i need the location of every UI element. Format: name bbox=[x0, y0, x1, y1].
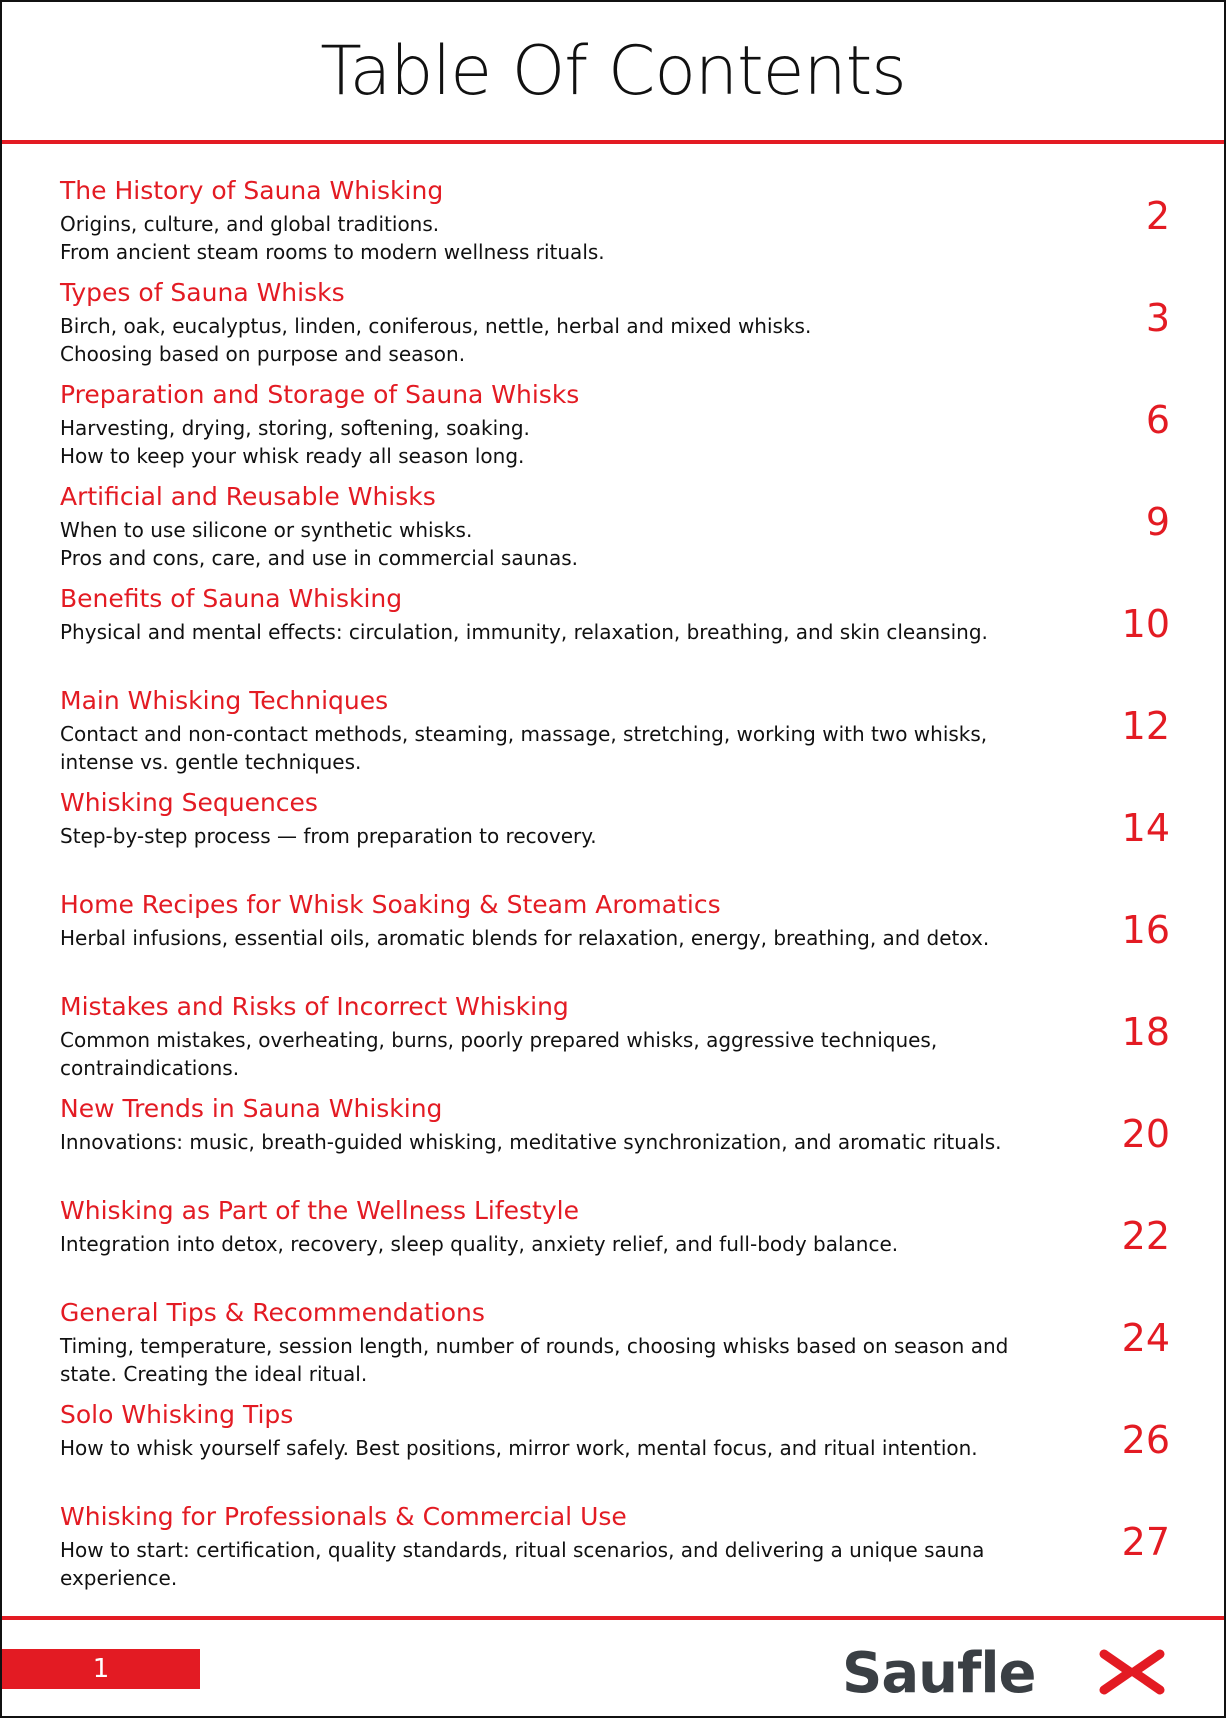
toc-entry-description: Step-by-step process — from preparation to recovery. bbox=[60, 824, 597, 848]
toc-entry-page-number[interactable]: 6 bbox=[1145, 398, 1170, 442]
toc-entry-heading[interactable]: Whisking as Part of the Wellness Lifestyle bbox=[60, 1196, 579, 1225]
toc-entry-page-number[interactable]: 14 bbox=[1121, 806, 1170, 850]
toc-entry-heading[interactable]: Benefits of Sauna Whisking bbox=[60, 584, 403, 613]
toc-entry[interactable] bbox=[60, 992, 1180, 1088]
toc-entry-description: Common mistakes, overheating, burns, poorly prepared whisks, aggressive techniques, contraindications. bbox=[60, 1028, 938, 1080]
toc-entry-description: Contact and non-contact methods, steaming, massage, stretching, working with two whisks, intense vs. gentle techniques. bbox=[60, 722, 988, 774]
toc-entry-description: Timing, temperature, session length, number of rounds, choosing whisks based on season and state. Creating the ideal ritual. bbox=[60, 1334, 1009, 1386]
toc-entry[interactable] bbox=[60, 1298, 1180, 1394]
toc-entry[interactable] bbox=[60, 584, 1180, 680]
toc-entry-page-number[interactable]: 10 bbox=[1121, 602, 1170, 646]
page-title: Table Of Contents bbox=[320, 32, 906, 111]
logo-wordmark: Saufle bbox=[842, 1642, 1036, 1702]
toc-entry-page-number[interactable]: 18 bbox=[1121, 1010, 1170, 1054]
toc-entry-page-number[interactable]: 2 bbox=[1145, 194, 1170, 238]
toc-entry-heading[interactable]: Home Recipes for Whisk Soaking & Steam Aromatics bbox=[60, 890, 721, 919]
toc-entry-heading[interactable]: The History of Sauna Whisking bbox=[60, 176, 444, 205]
toc-entry-heading[interactable]: Mistakes and Risks of Incorrect Whisking bbox=[60, 992, 569, 1021]
toc-entry-page-number[interactable]: 9 bbox=[1145, 500, 1170, 544]
toc-entry-description: Innovations: music, breath-guided whisking, meditative synchronization, and aromatic rituals. bbox=[60, 1130, 1002, 1154]
page-number-badge: 1 bbox=[2, 1649, 200, 1689]
toc-entry-heading[interactable]: Artificial and Reusable Whisks bbox=[60, 482, 436, 511]
toc-entry[interactable] bbox=[60, 176, 1180, 272]
toc-entry-page-number[interactable]: 12 bbox=[1121, 704, 1170, 748]
header-divider bbox=[2, 140, 1224, 144]
toc-entry-heading[interactable]: Solo Whisking Tips bbox=[60, 1400, 294, 1429]
toc-entry-heading[interactable]: Main Whisking Techniques bbox=[60, 686, 389, 715]
toc-entry-description: Origins, culture, and global traditions. From ancient steam rooms to modern wellness rituals. bbox=[60, 212, 605, 264]
toc-entry-description: When to use silicone or synthetic whisks. Pros and cons, care, and use in commercial saunas. bbox=[60, 518, 578, 570]
toc-entry-description: Harvesting, drying, storing, softening, soaking. How to keep your whisk ready all season long. bbox=[60, 416, 530, 468]
toc-entry-heading[interactable]: General Tips & Recommendations bbox=[60, 1298, 485, 1327]
toc-entry[interactable] bbox=[60, 1502, 1180, 1598]
toc-entry-page-number[interactable]: 22 bbox=[1121, 1214, 1170, 1258]
toc-entry[interactable] bbox=[60, 788, 1180, 884]
toc-entry-page-number[interactable]: 3 bbox=[1145, 296, 1170, 340]
toc-entry[interactable] bbox=[60, 380, 1180, 476]
toc-entry[interactable] bbox=[60, 482, 1180, 578]
toc-entry-page-number[interactable]: 20 bbox=[1121, 1112, 1170, 1156]
toc-entry[interactable] bbox=[60, 686, 1180, 782]
toc-entry-description: Birch, oak, eucalyptus, linden, coniferous, nettle, herbal and mixed whisks. Choosing based on purpose and season. bbox=[60, 314, 812, 366]
toc-entry[interactable] bbox=[60, 1094, 1180, 1190]
logo-x-mark bbox=[1104, 1654, 1160, 1690]
footer-divider bbox=[2, 1616, 1224, 1620]
toc-entry-description: Herbal infusions, essential oils, aromatic blends for relaxation, energy, breathing, and detox. bbox=[60, 926, 990, 950]
toc-entry-heading[interactable]: Whisking Sequences bbox=[60, 788, 318, 817]
toc-entry-heading[interactable]: Whisking for Professionals & Commercial Use bbox=[60, 1502, 627, 1531]
toc-entry[interactable] bbox=[60, 890, 1180, 986]
toc-entry-heading[interactable]: New Trends in Sauna Whisking bbox=[60, 1094, 443, 1123]
toc-entry[interactable] bbox=[60, 1196, 1180, 1292]
toc-entry[interactable] bbox=[60, 1400, 1180, 1496]
toc-entry-description: How to start: certification, quality standards, ritual scenarios, and delivering a unique sauna experience. bbox=[60, 1538, 985, 1590]
toc-entry-heading[interactable]: Types of Sauna Whisks bbox=[60, 278, 345, 307]
sauflex-logo bbox=[842, 1642, 1172, 1702]
toc-entry-page-number[interactable]: 24 bbox=[1121, 1316, 1170, 1360]
toc-entry-page-number[interactable]: 27 bbox=[1121, 1520, 1170, 1564]
toc-entry-description: Physical and mental effects: circulation, immunity, relaxation, breathing, and skin cleansing. bbox=[60, 620, 988, 644]
toc-entry-heading[interactable]: Preparation and Storage of Sauna Whisks bbox=[60, 380, 580, 409]
toc-entry-page-number[interactable]: 16 bbox=[1121, 908, 1170, 952]
toc-entry[interactable] bbox=[60, 278, 1180, 374]
toc-entry-description: How to whisk yourself safely. Best positions, mirror work, mental focus, and ritual intention. bbox=[60, 1436, 978, 1460]
toc-entry-description: Integration into detox, recovery, sleep quality, anxiety relief, and full-body balance. bbox=[60, 1232, 899, 1256]
toc-entry-page-number[interactable]: 26 bbox=[1121, 1418, 1170, 1462]
